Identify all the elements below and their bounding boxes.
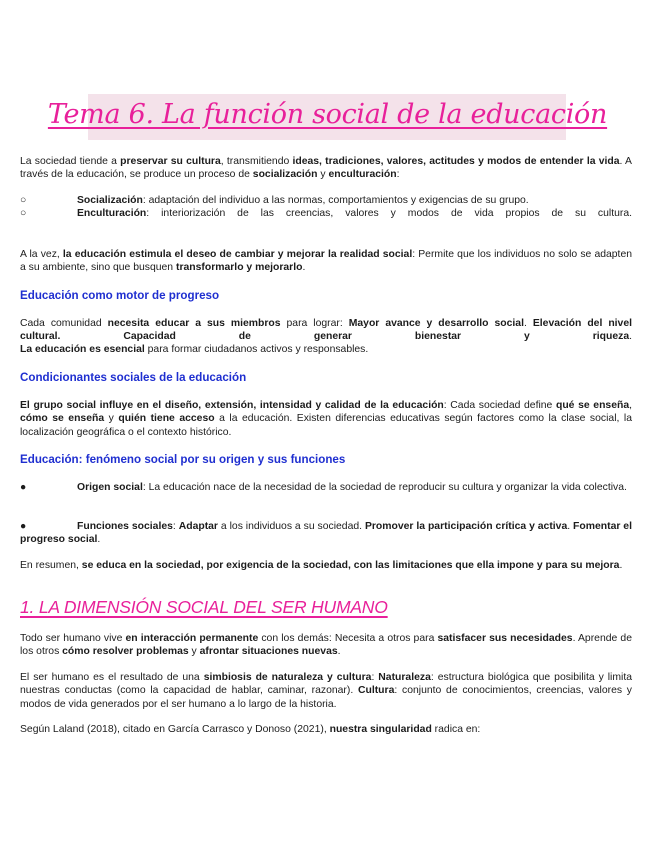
list-item-enculturacion: ○ Enculturación: interiorización de las creencias, valores y modos de vida propios de su cultura.	[20, 208, 632, 219]
circle-bullet-icon: ○	[20, 195, 27, 206]
heading-motor-progreso: Educación como motor de progreso	[20, 289, 220, 302]
progreso-line-3: La educación es esencial para formar ciudadanos activos y responsables.	[20, 344, 369, 355]
condicionantes-paragraph: El grupo social influye en el diseño, extensión, intensidad y calidad de la educación: Cada sociedad define qué se enseña, cómo se enseña y quién tiene acceso a la educación. Existen diferencias educativas según factores como la clase social, la localización geográfica o el contexto histórico.	[20, 400, 632, 438]
laland-paragraph: Según Laland (2018), citado en García Carrasco y Donoso (2021), nuestra singularidad radica en:	[20, 724, 481, 735]
filled-bullet-icon: ●	[20, 482, 27, 493]
progreso-line-1: Cada comunidad necesita educar a sus miembros para lograr: Mayor avance y desarrollo social. Elevación del nivel	[20, 318, 632, 329]
progreso-line-2: cultural. Capacidad de generar bienestar y riqueza.	[20, 331, 632, 342]
page-title: Tema 6. La función social de la educación	[47, 99, 608, 130]
heading-condicionantes: Condicionantes sociales de la educación	[20, 371, 247, 384]
change-paragraph: A la vez, la educación estimula el deseo de cambiar y mejorar la realidad social: Permite que los individuos no solo se adapten a su ambiente, sino que busquen transformarlo y mejorarlo.	[20, 249, 632, 274]
chapter-heading: 1. LA DIMENSIÓN SOCIAL DEL SER HUMANO	[20, 597, 388, 617]
list-item-funciones-sociales: ● Funciones sociales: Adaptar a los individuos a su sociedad. Promover la participación crítica y activa. Fomentar el progreso social.	[20, 521, 632, 546]
heading-fenomeno-social: Educación: fenómeno social por su origen y sus funciones	[20, 453, 346, 466]
interaction-paragraph: Todo ser humano vive en interacción permanente con los demás: Necesita a otros para satisfacer sus necesidades. Aprende de los otros cómo resolver problemas y afrontar situaciones nuevas.	[20, 633, 632, 658]
symbiosis-paragraph: El ser humano es el resultado de una simbiosis de naturaleza y cultura: Naturaleza: estructura biológica que posibilita y limita nuestras conductas (como la capacidad de hablar, caminar, razonar). Cultura: conjunto de conocimientos, creencias, valores y modos de vida generados por el ser humano a lo largo de la historia.	[20, 672, 632, 710]
filled-bullet-icon: ●	[20, 521, 27, 532]
summary-paragraph: En resumen, se educa en la sociedad, por exigencia de la sociedad, con las limitaciones que ella impone y para su mejora.	[20, 560, 623, 571]
circle-bullet-icon: ○	[20, 208, 27, 219]
list-item-origen-social: ● Origen social: La educación nace de la necesidad de la sociedad de reproducir su cultura y organizar la vida colectiva.	[20, 482, 627, 493]
intro-paragraph: La sociedad tiende a preservar su cultura, transmitiendo ideas, tradiciones, valores, actitudes y modos de entender la vida. A través de la educación, se produce un proceso de socialización y enculturación:	[20, 156, 632, 181]
list-item-socializacion: ○ Socialización: adaptación del individuo a las normas, comportamientos y exigencias de su grupo.	[20, 195, 529, 206]
